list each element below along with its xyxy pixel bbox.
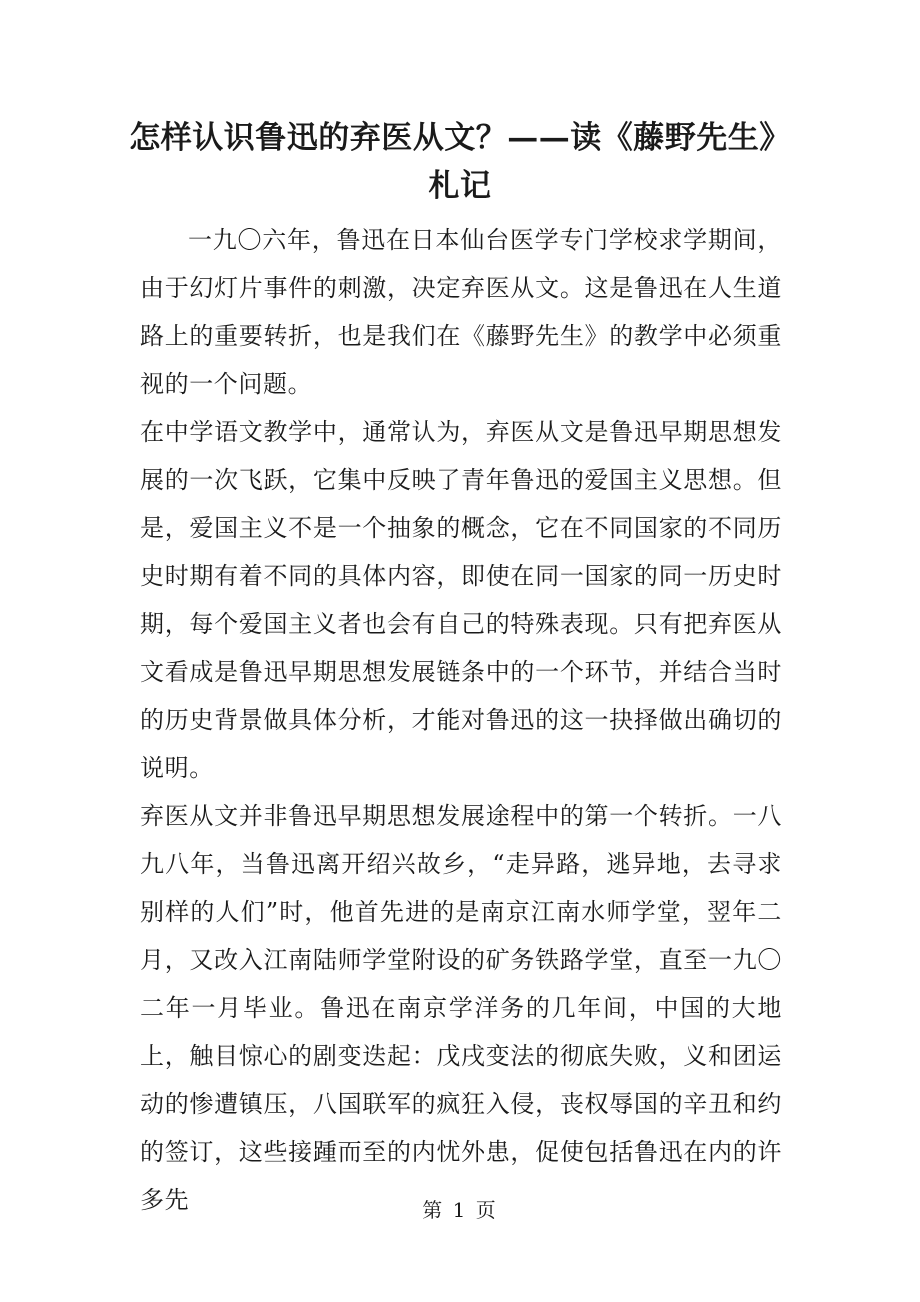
document-body bbox=[140, 216, 782, 1224]
document-title-line2: 札记 bbox=[428, 168, 492, 204]
paragraph-1: 一九〇六年，鲁迅在日本仙台医学专门学校求学期间，由于幻灯片事件的刺激，决定弃医从文。这是鲁迅在人生道路上的重要转折，也是我们在《藤野先生》的教学中必须重视的一个问题。 bbox=[140, 226, 782, 398]
paragraph-3: 弃医从文并非鲁迅早期思想发展途程中的第一个转折。一八九八年，当鲁迅离开绍兴故乡，“走异路，逃异地，去寻求别样的人们”时，他首先进的是南京江南水师学堂，翌年二月，又改入江南陆师学堂附设的矿务铁路学堂，直至一九〇二年一月毕业。鲁迅在南京学洋务的几年间，中国的大地上，触目惊心的剧变迭起：戊戌变法的彻底失败，义和团运动的惨遭镇压，八国联军的疯狂入侵，丧权辱国的辛丑和约的签订，这些接踵而至的内忧外患，促使包括鲁迅在内的许多先 bbox=[140, 802, 782, 1214]
page-number: 第 1 页 bbox=[422, 1198, 498, 1222]
document-title-line1: 怎样认识鲁迅的弃医从文？——读《藤野先生》 bbox=[129, 120, 791, 156]
paragraph-2: 在中学语文教学中，通常认为，弃医从文是鲁迅早期思想发展的一次飞跃，它集中反映了青年鲁迅的爱国主义思想。但是，爱国主义不是一个抽象的概念，它在不同国家的不同历史时期有着不同的具体内容，即使在同一国家的同一历史时期，每个爱国主义者也会有自己的特殊表现。只有把弃医从文看成是鲁迅早期思想发展链条中的一个环节，并结合当时的历史背景做具体分析，才能对鲁迅的这一抉择做出确切的说明。 bbox=[140, 418, 782, 782]
